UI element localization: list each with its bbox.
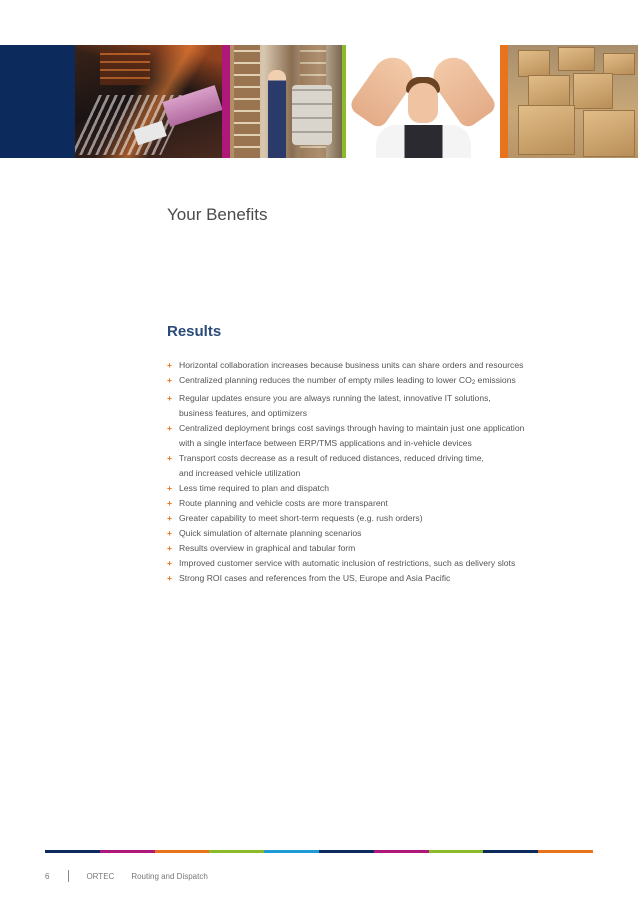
magenta-stripe: [222, 45, 230, 158]
list-item-text: Quick simulation of alternate planning scenarios: [179, 528, 362, 538]
orange-stripe: [500, 45, 508, 158]
list-item: [167, 541, 587, 556]
plus-bullet-icon: +: [167, 498, 173, 508]
hands-frame-person-photo: [346, 45, 500, 158]
plus-bullet-icon: +: [167, 483, 173, 493]
page-number: 6: [45, 871, 50, 881]
footer-bar-blue: [264, 850, 319, 853]
cardboard-boxes-photo: [508, 45, 638, 158]
list-item: [167, 373, 587, 391]
footer-color-bar: [45, 850, 593, 853]
night-traffic-photo: [75, 45, 222, 158]
footer-bar-green-2: [429, 850, 484, 853]
navy-panel: [0, 45, 75, 158]
footer-brand: ORTEC: [86, 871, 115, 881]
list-item-text: Transport costs decrease as a result of reduced distances, reduced driving time,: [179, 453, 484, 463]
list-item-text: Regular updates ensure you are always running the latest, innovative IT solutions,: [179, 393, 491, 403]
page-heading: Your Benefits: [167, 205, 268, 224]
footer-divider: [68, 870, 69, 882]
footer-bar-green: [209, 850, 264, 853]
list-item-text: Route planning and vehicle costs are more transparent: [179, 498, 388, 508]
list-item-text: Strong ROI cases and references from the US, Europe and Asia Pacific: [179, 573, 451, 583]
plus-bullet-icon: +: [167, 543, 173, 553]
list-item-text: Greater capability to meet short-term requests (e.g. rush orders): [179, 513, 423, 523]
plus-bullet-icon: +: [167, 513, 173, 523]
list-item-text-line2: with a single interface between ERP/TMS applications and in-vehicle devices: [179, 438, 472, 448]
warehouse-worker-photo: [230, 45, 342, 158]
list-item-text: Centralized planning reduces the number of empty miles leading to lower CO: [179, 375, 472, 385]
footer-bar-magenta: [100, 850, 155, 853]
list-item: [167, 556, 587, 571]
plus-bullet-icon: +: [167, 393, 173, 403]
footer-bar-navy-2: [319, 850, 374, 853]
list-item-subscript: 2: [471, 380, 476, 386]
list-item: [167, 358, 587, 373]
footer-bar-navy-3: [483, 850, 538, 853]
footer-bar-magenta-2: [374, 850, 429, 853]
plus-bullet-icon: +: [167, 360, 173, 370]
list-item-text-line2: and increased vehicle utilization: [179, 468, 301, 478]
plus-bullet-icon: +: [167, 375, 173, 385]
footer-bar-orange: [155, 850, 210, 853]
section-title: Results: [167, 323, 222, 340]
page-footer: [45, 870, 208, 882]
footer-bar-orange-2: [538, 850, 593, 853]
list-item: [167, 421, 587, 451]
list-item-text-after: emissions: [475, 375, 516, 385]
list-item-text: Improved customer service with automatic inclusion of restrictions, such as delivery slots: [179, 558, 516, 568]
footer-title: Routing and Dispatch: [131, 871, 208, 881]
plus-bullet-icon: +: [167, 528, 173, 538]
header-banner: [0, 45, 638, 158]
list-item-text: Centralized deployment brings cost savings through having to maintain just one application: [179, 423, 525, 433]
results-list: [167, 358, 587, 586]
list-item-text: Less time required to plan and dispatch: [179, 483, 330, 493]
list-item: [167, 511, 587, 526]
list-item: [167, 391, 587, 421]
plus-bullet-icon: +: [167, 573, 173, 583]
list-item: [167, 451, 587, 481]
plus-bullet-icon: +: [167, 423, 173, 433]
list-item-text-line2: business features, and optimizers: [179, 408, 308, 418]
list-item-text: Horizontal collaboration increases because business units can share orders and resources: [179, 360, 524, 370]
list-item: [167, 481, 587, 496]
list-item: [167, 571, 587, 586]
footer-bar-navy: [45, 850, 100, 853]
plus-bullet-icon: +: [167, 558, 173, 568]
list-item-text: Results overview in graphical and tabular form: [179, 543, 356, 553]
list-item: [167, 526, 587, 541]
list-item: [167, 496, 587, 511]
plus-bullet-icon: +: [167, 453, 173, 463]
